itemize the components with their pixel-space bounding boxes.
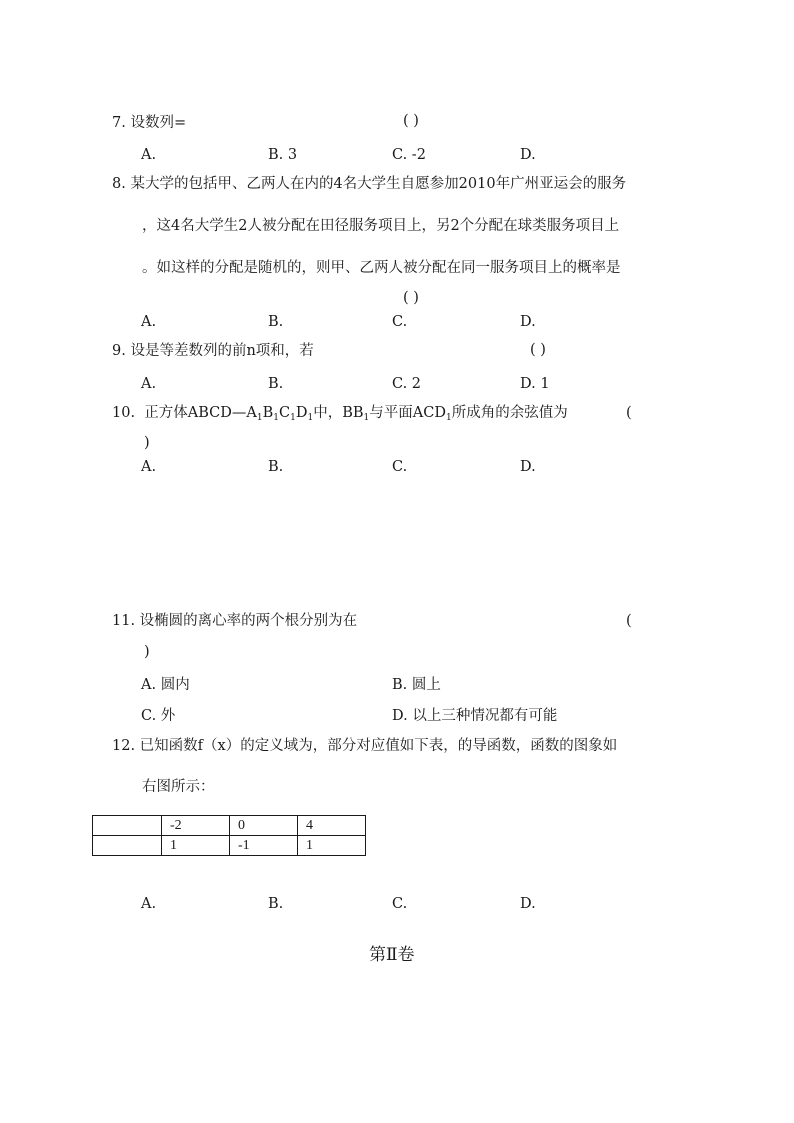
table-row <box>93 836 366 856</box>
q9-answer-paren: ( ) <box>530 342 546 358</box>
q12-option-c: C. <box>392 896 408 912</box>
q8-option-a: A. <box>141 314 157 330</box>
q11-option-b: B. 圆上 <box>392 677 441 693</box>
q11-paren-open: ( <box>626 613 632 629</box>
section-heading: 第Ⅱ卷 <box>369 945 415 965</box>
q10-option-b: B. <box>268 459 284 475</box>
q10-option-d: D. <box>520 459 536 475</box>
q10-paren-close: ) <box>144 435 150 451</box>
q8-option-d: D. <box>520 314 536 330</box>
q11-stem: 11. 设椭圆的离心率的两个根分别为在 <box>112 613 358 629</box>
q10-option-a: A. <box>141 459 157 475</box>
q7-stem: 7. 设数列= <box>112 115 187 131</box>
q8-option-c: C. <box>392 314 408 330</box>
q10-stem <box>112 404 568 427</box>
q9-stem: 9. 设是等差数列的前n项和，若 <box>112 343 314 359</box>
q9-option-a: A. <box>141 376 157 392</box>
q10-text: C <box>279 405 291 421</box>
table-cell <box>93 816 162 836</box>
q9-option-c: C. 2 <box>392 376 422 392</box>
q11-paren-close: ) <box>144 644 150 660</box>
table-cell <box>93 836 162 856</box>
value-table <box>92 815 366 856</box>
q11-option-d: D. 以上三种情况都有可能 <box>392 708 558 724</box>
q10-text: 正方体ABCD—A <box>144 405 257 421</box>
q7-option-c: C. -2 <box>392 147 426 163</box>
q10-subscript: 1 <box>363 413 370 423</box>
table-cell: 4 <box>298 816 366 836</box>
q10-subscript: 1 <box>290 413 296 423</box>
q7-option-b: B. 3 <box>268 147 298 163</box>
q10-subscript: 1 <box>273 413 279 423</box>
q7-option-a: A. <box>141 147 157 163</box>
q12-option-a: A. <box>141 896 157 912</box>
q8-answer-paren: ( ) <box>403 290 419 306</box>
q10-subscript: 1 <box>445 413 452 423</box>
q11-option-c: C. 外 <box>141 708 176 724</box>
q10-text: B <box>262 405 274 421</box>
q8-line-2: ，这4名大学生2人被分配在田径服务项目上，另2个分配在球类服务项目上 <box>142 218 620 234</box>
q7-option-d: D. <box>520 147 536 163</box>
q7-answer-paren: ( ) <box>403 113 419 129</box>
table-cell: 1 <box>162 836 230 856</box>
q12-line-1: 12. 已知函数f（x）的定义域为，部分对应值如下表，的导函数，函数的图象如 <box>112 738 618 754</box>
q10-subscript: 1 <box>307 413 314 423</box>
q10-text: 所成角的余弦值为 <box>451 405 568 421</box>
q10-subscript: 1 <box>256 413 263 423</box>
q9-option-d: D. 1 <box>520 376 550 392</box>
q12-option-b: B. <box>268 896 284 912</box>
q10-text: D <box>295 405 308 421</box>
q10-paren-open: ( <box>626 405 632 421</box>
table-row <box>93 816 366 836</box>
table-cell: -2 <box>162 816 230 836</box>
q12-option-d: D. <box>520 896 536 912</box>
q11-option-a: A. 圆内 <box>141 677 190 693</box>
q8-line-1: 8. 某大学的包括甲、乙两人在内的4名大学生自愿参加2010年广州亚运会的服务 <box>112 176 627 192</box>
q10-option-c: C. <box>392 459 408 475</box>
q8-option-b: B. <box>268 314 284 330</box>
q10-text: 与平面ACD <box>369 405 446 421</box>
q10-text: 中，BB <box>313 405 364 421</box>
table-cell: 1 <box>298 836 366 856</box>
q8-line-3: 。如这样的分配是随机的，则甲、乙两人被分配在同一服务项目上的概率是 <box>142 260 621 276</box>
table-cell: -1 <box>230 836 298 856</box>
table-cell: 0 <box>230 816 298 836</box>
q12-line-2: 右图所示： <box>142 779 215 795</box>
q9-option-b: B. <box>268 376 284 392</box>
q10-number: 10. <box>112 405 136 421</box>
